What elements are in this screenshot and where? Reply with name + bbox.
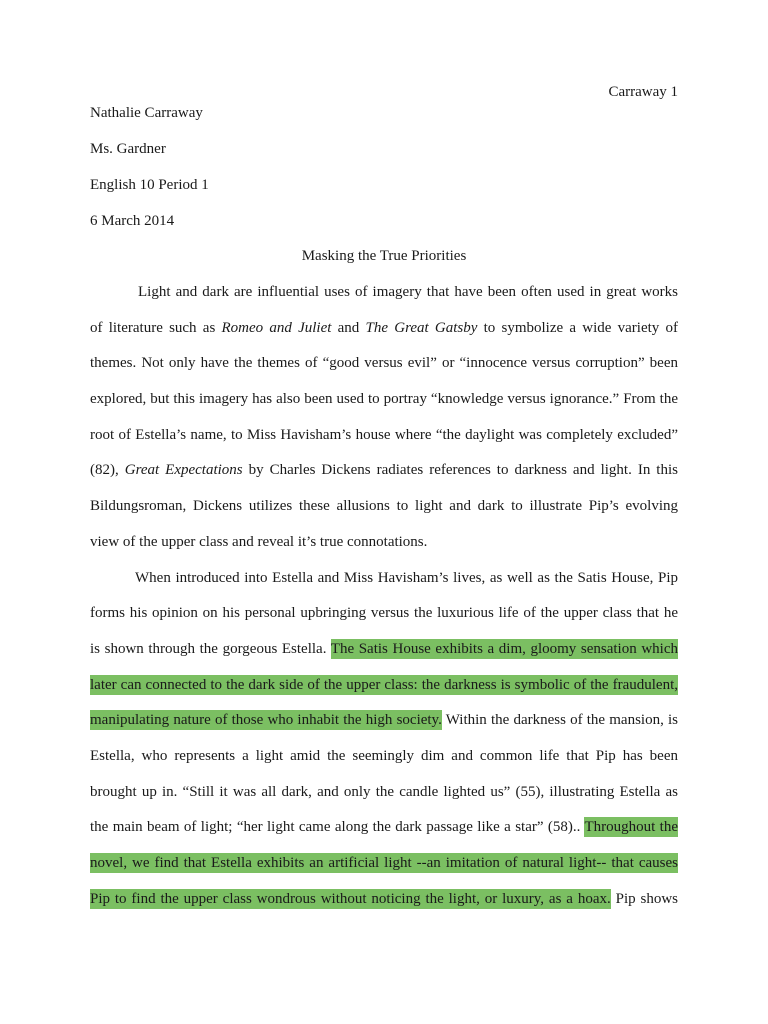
paragraph-1-line-2 — [90, 316, 678, 340]
title-romeo-and-juliet: Romeo and Juliet — [221, 320, 332, 336]
text-run: by Charles Dickens radiates references to darkness and light. In this — [242, 462, 678, 478]
paragraph-1-line-4: explored, but this imagery has also been used to portray “knowledge versus ignorance.” From the — [90, 391, 678, 407]
paragraph-2-line-7: brought up in. “Still it was all dark, and only the candle lighted us” (55), illustrating Estella as — [90, 784, 678, 800]
text-run: is shown through the gorgeous Estella. — [90, 641, 331, 657]
text-run: Pip shows — [610, 891, 678, 907]
highlighted-text: novel, we find that Estella exhibits an artificial light --an imitation of natural light-- that causes — [90, 855, 678, 871]
paragraph-2-line-10 — [90, 887, 678, 911]
paragraph-2-line-4 — [90, 673, 678, 697]
paragraph-1-line-1: Light and dark are influential uses of imagery that have been often used in great works — [138, 284, 678, 300]
student-name: Nathalie Carraway — [90, 105, 203, 121]
highlighted-text: Throughout the — [584, 819, 678, 835]
paragraph-1-line-8: view of the upper class and reveal it’s true connotations. — [90, 534, 428, 550]
paragraph-2-line-9 — [90, 851, 678, 875]
teacher-name: Ms. Gardner — [90, 141, 166, 157]
title-the-great-gatsby: The Great Gatsby — [365, 320, 478, 336]
text-run: Within the darkness of the mansion, is — [441, 712, 678, 728]
paragraph-2-line-1: When introduced into Estella and Miss Havisham’s lives, as well as the Satis House, Pip — [135, 570, 678, 586]
paragraph-1-line-5: root of Estella’s name, to Miss Havisham’s house where “the daylight was completely excluded” — [90, 427, 678, 443]
title-great-expectations: Great Expectations — [124, 462, 243, 478]
paragraph-2-line-5 — [90, 708, 678, 732]
paragraph-2-line-8 — [90, 815, 678, 839]
text-run: the main beam of light; “her light came along the dark passage like a star” (58).. — [90, 819, 585, 835]
highlighted-text: later can connected to the dark side of the upper class: the darkness is symbolic of the fraudulent, — [90, 677, 678, 693]
running-head: Carraway 1 — [608, 84, 678, 100]
essay-title: Masking the True Priorities — [301, 248, 467, 264]
highlighted-text: The Satis House exhibits a dim, gloomy sensation which — [330, 641, 678, 657]
essay-date: 6 March 2014 — [90, 213, 175, 229]
text-run: to symbolize a wide variety of — [477, 320, 678, 336]
paragraph-2-line-6: Estella, who represents a light amid the seemingly dim and common life that Pip has been — [90, 748, 678, 764]
paragraph-2-line-2: forms his opinion on his personal upbringing versus the luxurious life of the upper class that he — [90, 605, 678, 621]
text-run: (82), — [90, 462, 125, 478]
paragraph-1-line-7: Bildungsroman, Dickens utilizes these allusions to light and dark to illustrate Pip’s evolving — [90, 498, 678, 514]
highlighted-text: Pip to find the upper class wondrous without noticing the light, or luxury, as a hoax. — [90, 891, 611, 907]
course-name: English 10 Period 1 — [90, 177, 209, 193]
text-run: of literature such as — [90, 320, 222, 336]
paragraph-2-line-3 — [90, 637, 678, 661]
text-run: and — [331, 320, 366, 336]
highlighted-text: manipulating nature of those who inhabit the high society. — [90, 712, 442, 728]
paragraph-1-line-6 — [90, 458, 678, 482]
paragraph-1-line-3: themes. Not only have the themes of “good versus evil” or “innocence versus corruption” been — [90, 355, 678, 371]
